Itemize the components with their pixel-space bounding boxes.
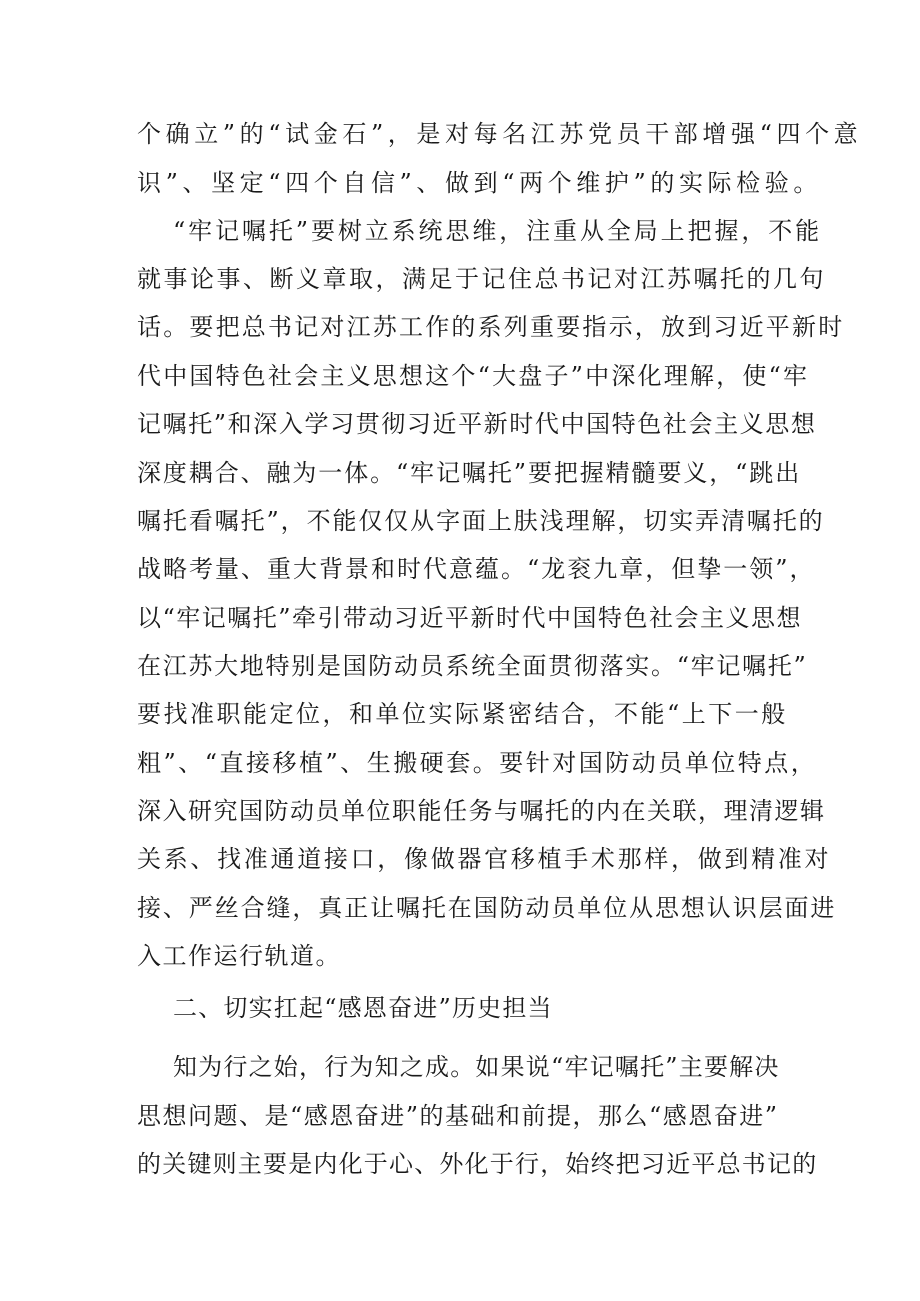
paragraph-2-line-7: 嘱托看嘱托”，不能仅仅从字面上肤浅理解，切实弄清嘱托的 <box>137 507 825 535</box>
paragraph-3-line-2: 思想问题、是“感恩奋进”的基础和前提，那么“感恩奋进” <box>137 1102 779 1130</box>
paragraph-2-line-16: 入工作运行轨道。 <box>137 942 341 970</box>
section-heading: 二、切实扛起“感恩奋进”历史担当 <box>173 994 553 1022</box>
paragraph-3-line-1: 知为行之始，行为知之成。如果说“牢记嘱托”主要解决 <box>173 1053 780 1081</box>
paragraph-2-line-8: 战略考量、重大背景和时代意蕴。“龙衮九章，但挚一领”， <box>137 555 816 583</box>
paragraph-1-line-2: 识”、坚定“四个自信”、做到“两个维护”的实际检验。 <box>137 169 822 197</box>
paragraph-2-line-1: “牢记嘱托”要树立系统思维，注重从全局上把握，不能 <box>173 217 823 245</box>
paragraph-2-line-13: 深入研究国防动员单位职能任务与嘱托的内在关联，理清逻辑 <box>137 797 826 825</box>
paragraph-2-line-10: 在江苏大地特别是国防动员系统全面贯彻落实。“牢记嘱托” <box>137 652 808 680</box>
paragraph-2-line-15: 接、严丝合缝，真正让嘱托在国防动员单位从思想认识层面进 <box>137 894 837 922</box>
paragraph-2-line-4: 代中国特色社会主义思想这个“大盘子”中深化理解，使“牢 <box>137 362 810 390</box>
paragraph-1-line-1: 个确立”的“试金石”，是对每名江苏党员干部增强“四个意 <box>137 120 863 148</box>
paragraph-2-line-9: 以“牢记嘱托”牵引带动习近平新时代中国特色社会主义思想 <box>137 604 803 632</box>
paragraph-2-line-6: 深度耦合、融为一体。“牢记嘱托”要把握精髓要义，“跳出 <box>137 459 802 487</box>
paragraph-2-line-11: 要找准职能定位，和单位实际紧密结合，不能“上下一般 <box>137 700 788 728</box>
paragraph-3-line-3: 的关键则主要是内化于心、外化于行，始终把习近平总书记的 <box>137 1150 818 1178</box>
paragraph-2-line-12: 粗”、“直接移植”、生搬硬套。要针对国防动员单位特点， <box>137 749 818 777</box>
paragraph-2-line-2: 就事论事、断义章取，满足于记住总书记对江苏嘱托的几句 <box>137 265 826 293</box>
paragraph-2-line-14: 关系、找准通道接口，像做器官移植手术那样，做到精准对 <box>137 845 832 873</box>
paragraph-2-line-5: 记嘱托”和深入学习贯彻习近平新时代中国特色社会主义思想 <box>137 410 817 438</box>
paragraph-2-line-3: 话。要把总书记对江苏工作的系列重要指示，放到习近平新时 <box>137 313 845 341</box>
